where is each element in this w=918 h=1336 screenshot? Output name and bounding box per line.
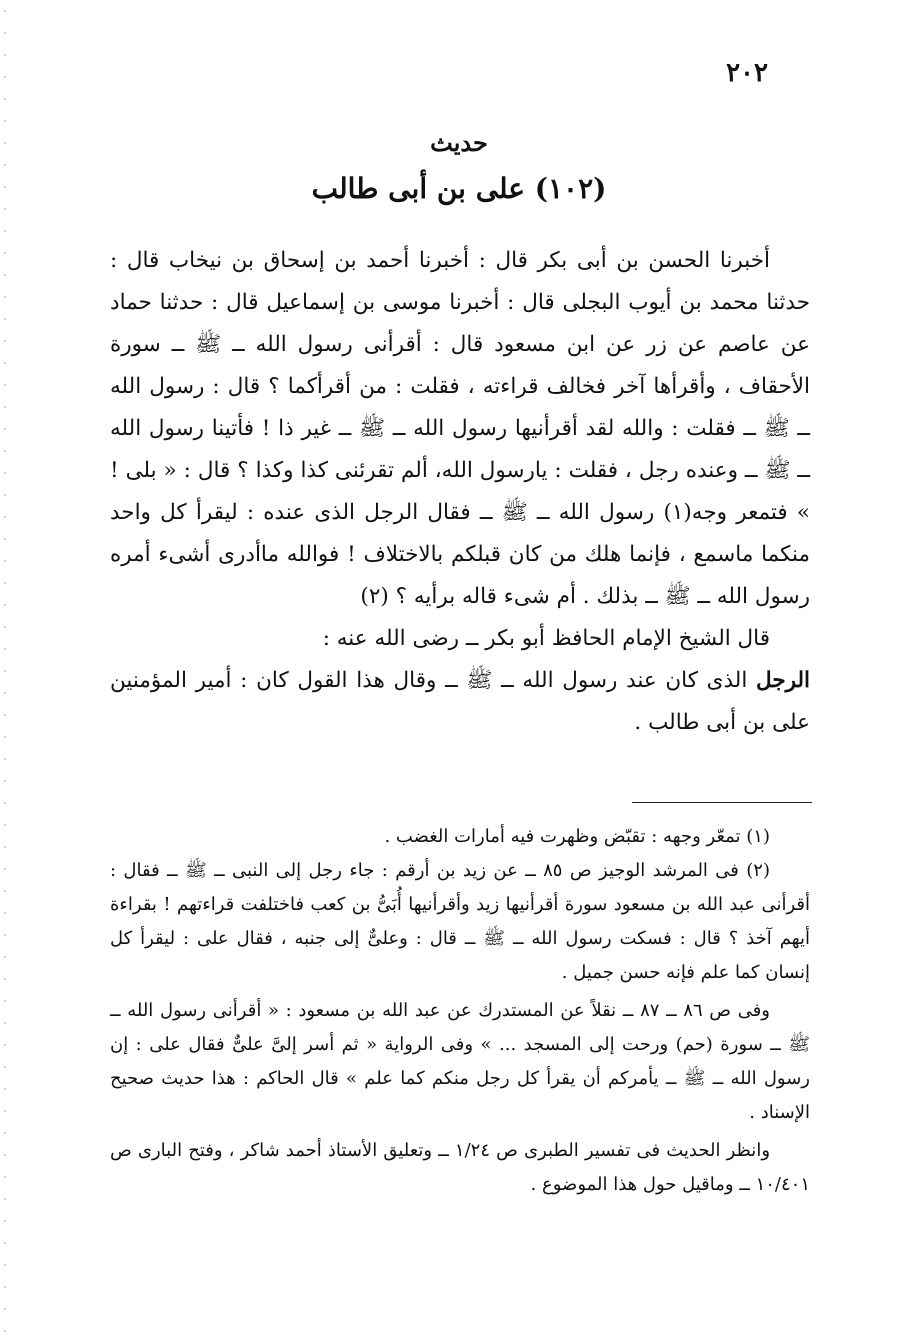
commentary-bold-word: الرجل (756, 668, 810, 693)
commentary-intro: قال الشيخ الإمام الحافظ أبو بكر ــ رضى الله عنه : (322, 626, 770, 651)
commentary-text: الذى كان عند رسول الله ــ ﷺ ــ وقال هذا القول كان : أمير المؤمنين على بن أبى طالب . (110, 668, 810, 735)
footnote-divider (632, 802, 812, 803)
footnote-2-references: وانظر الحديث فى تفسير الطبرى ص ١/٢٤ ــ وتعليق الأستاذ أحمد شاكر ، وفتح البارى ص ١٠/٤٠١ ــ وماقيل حول هذا الموضوع . (110, 1140, 810, 1195)
commentary-paragraph (110, 660, 810, 744)
main-text (110, 240, 810, 744)
footnote-2: (٢) فى المرشد الوجيز ص ٨٥ ــ عن زيد بن أرقم : جاء رجل إلى النبى ــ ﷺ ــ فقال : أقرأنى عبد الله بن مسعود سورة أقرأنيها زيد وأقرأنيها أُبَىُّ بن كعب فاختلفت قراءتهم ! بقراءة أيهم آخذ ؟ قال : فسكت رسول الله ــ ﷺ ــ قال : وعلىٌّ إلى جنبه ، فقال على : ليقرأ كل إنسان كما علم فإنه حسن جميل . (110, 860, 810, 983)
section-heading: حديث (430, 128, 488, 157)
footnotes (110, 820, 810, 1202)
footnote-2-continued: وفى ص ٨٦ ــ ٨٧ ــ نقلاً عن المستدرك عن عبد الله بن مسعود : « أقرأنى رسول الله ــ ﷺ ــ سورة (حم) ورحت إلى المسجد ... » وفى الرواية « ثم أسر إلىَّ علىٌّ فقال على : إن رسول الله ــ ﷺ ــ يأمركم أن يقرأ كل رجل منكم كما علم » قال الحاكم : هذا حديث صحيح الإسناد . (110, 1000, 810, 1123)
footnote-1: (١) تمعّر وجهه : تقبّض وظهرت فيه أمارات الغضب . (384, 826, 770, 847)
hadith-title: (١٠٢) على بن أبى طالب (311, 172, 607, 205)
hadith-paragraph: أخبرنا الحسن بن أبى بكر قال : أخبرنا أحمد بن إسحاق بن نيخاب قال : حدثنا محمد بن أيوب البجلى قال : أخبرنا موسى بن إسماعيل قال : حدثنا حماد عن عاصم عن زر عن ابن مسعود قال : أقرأنى رسول الله ــ ﷺ ــ سورة الأحقاف ، وأقرأها آخر فخالف قراءته ، فقلت : من أقرأكما ؟ قال : رسول الله ــ ﷺ ــ فقلت : والله لقد أقرأنيها رسول الله ــ ﷺ ــ غير ذا ! فأتينا رسول الله ــ ﷺ ــ وعنده رجل ، فقلت : يارسول الله، ألم تقرئنى كذا وكذا ؟ قال : « بلى ! » فتمعر وجه(١) رسول الله ــ ﷺ ــ فقال الرجل الذى عنده : ليقرأ كل واحد منكما ماسمع ، فإنما هلك من كان قبلكم بالاختلاف ! فوالله ماأدرى أشىء أمره رسول الله ــ ﷺ ــ بذلك . أم شىء قاله برأيه ؟ (٢) (110, 248, 811, 609)
page-number: ٢٠٢ (726, 58, 768, 88)
